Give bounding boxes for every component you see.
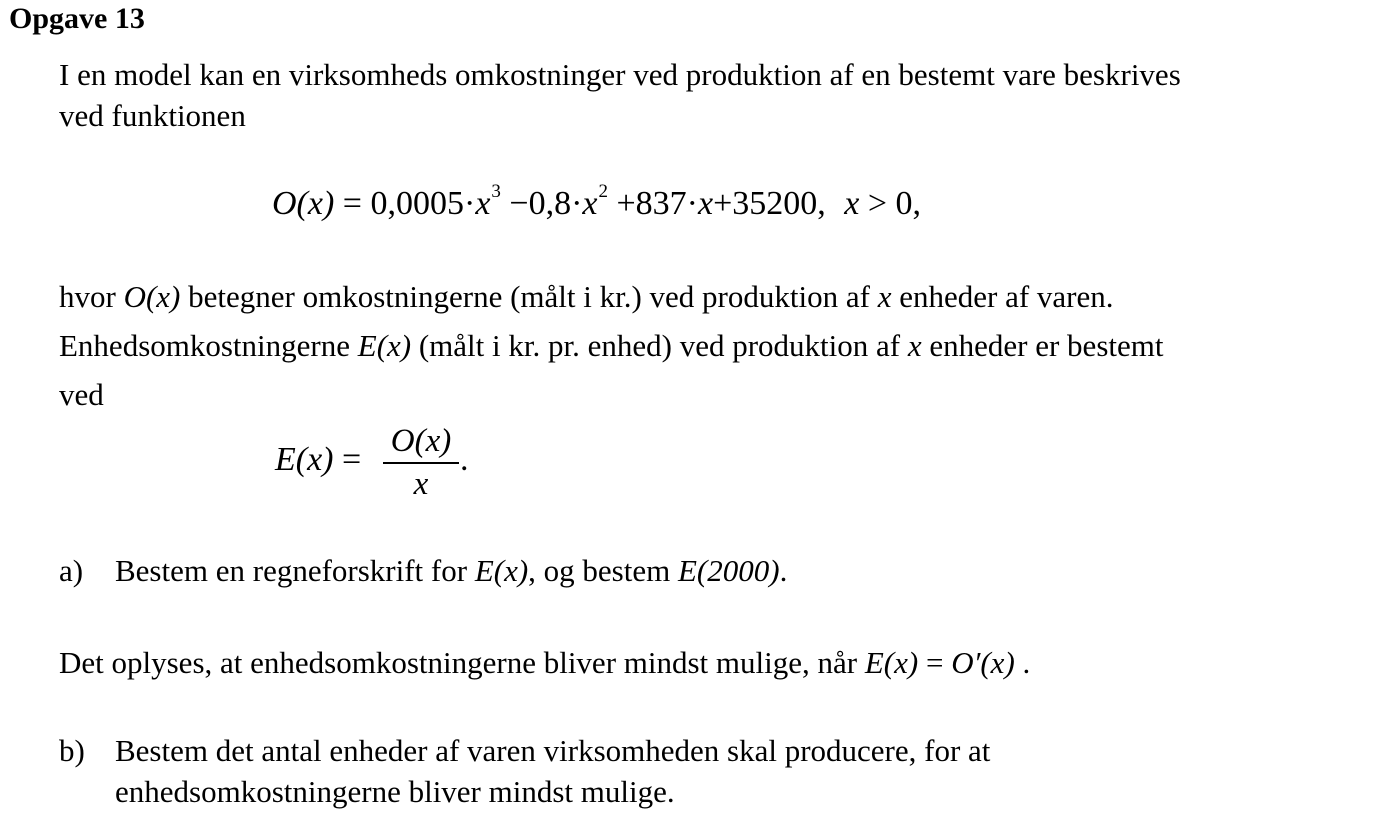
formula-condition: > 0,: [859, 185, 922, 222]
fraction-numerator: O(x): [390, 423, 452, 459]
formula-lhs: O(x): [272, 185, 335, 222]
fraction-denominator: x: [413, 466, 429, 502]
formula-variable: x: [698, 185, 714, 222]
formula-variable: x: [475, 185, 491, 222]
question-text: .: [779, 553, 788, 588]
intro-line-1: I en model kan en virksomheds omkostninger ved produktion af en bestemt vare beskrives: [59, 57, 1181, 92]
desc-text: betegner omkostningerne (målt i kr.) ved produktion af: [180, 279, 878, 314]
formula-term-4: +35200,: [713, 185, 826, 222]
intro-line-2: ved funktionen: [59, 98, 246, 133]
info-math-O-derivative: O′(x): [951, 645, 1015, 680]
formula-variable: x: [582, 185, 598, 222]
unit-cost-formula-lhs: [275, 441, 361, 479]
question-a-text: [115, 551, 787, 591]
cost-function-formula: [272, 181, 922, 223]
info-text: .: [1014, 645, 1031, 680]
question-math-E: E(x): [474, 553, 529, 588]
desc-text: hvor: [59, 279, 124, 314]
formula-exponent: 2: [598, 181, 608, 202]
desc-math-O: O(x): [123, 279, 181, 314]
formula-equals: =: [342, 185, 362, 222]
question-b-label: b): [59, 733, 85, 768]
info-line: [59, 643, 1030, 683]
task-title: Opgave 13: [9, 2, 145, 35]
formula-lhs: E(x): [275, 441, 334, 478]
desc-math-x: x: [907, 328, 922, 363]
description-line-1: [59, 277, 1114, 317]
desc-text: enheder er bestemt: [921, 328, 1164, 363]
info-equals: =: [918, 645, 952, 680]
unit-cost-fraction: [381, 421, 461, 504]
desc-text: enheder af varen.: [891, 279, 1114, 314]
desc-math-E: E(x): [357, 328, 412, 363]
question-b-line-2: enhedsomkostningerne bliver mindst mulige.: [115, 774, 675, 809]
question-text: Bestem en regneforskrift for: [115, 553, 475, 588]
info-math-E: E(x): [864, 645, 919, 680]
question-text: , og bestem: [528, 553, 678, 588]
info-text: Det oplyses, at enhedsomkostningerne bliver mindst mulige, når: [59, 645, 865, 680]
desc-text: (målt i kr. pr. enhed) ved produktion af: [411, 328, 908, 363]
formula-equals: =: [342, 441, 362, 478]
description-line-2: [59, 326, 1163, 366]
question-a-label: a): [59, 553, 84, 588]
formula-exponent: 3: [491, 181, 501, 202]
formula-term-2: −0,8·: [500, 185, 583, 222]
fraction-period: .: [460, 441, 469, 478]
question-math-E2000: E(2000): [677, 553, 780, 588]
question-b-line-1: Bestem det antal enheder af varen virksomheden skal producere, for at: [115, 733, 991, 768]
desc-text: Enhedsomkostningerne: [59, 328, 358, 363]
description-line-3: ved: [59, 377, 104, 412]
desc-math-x: x: [877, 279, 892, 314]
formula-term-1: 0,0005·: [370, 185, 476, 222]
formula-term-3: +837·: [608, 185, 698, 222]
formula-condition-variable: x: [844, 185, 860, 222]
